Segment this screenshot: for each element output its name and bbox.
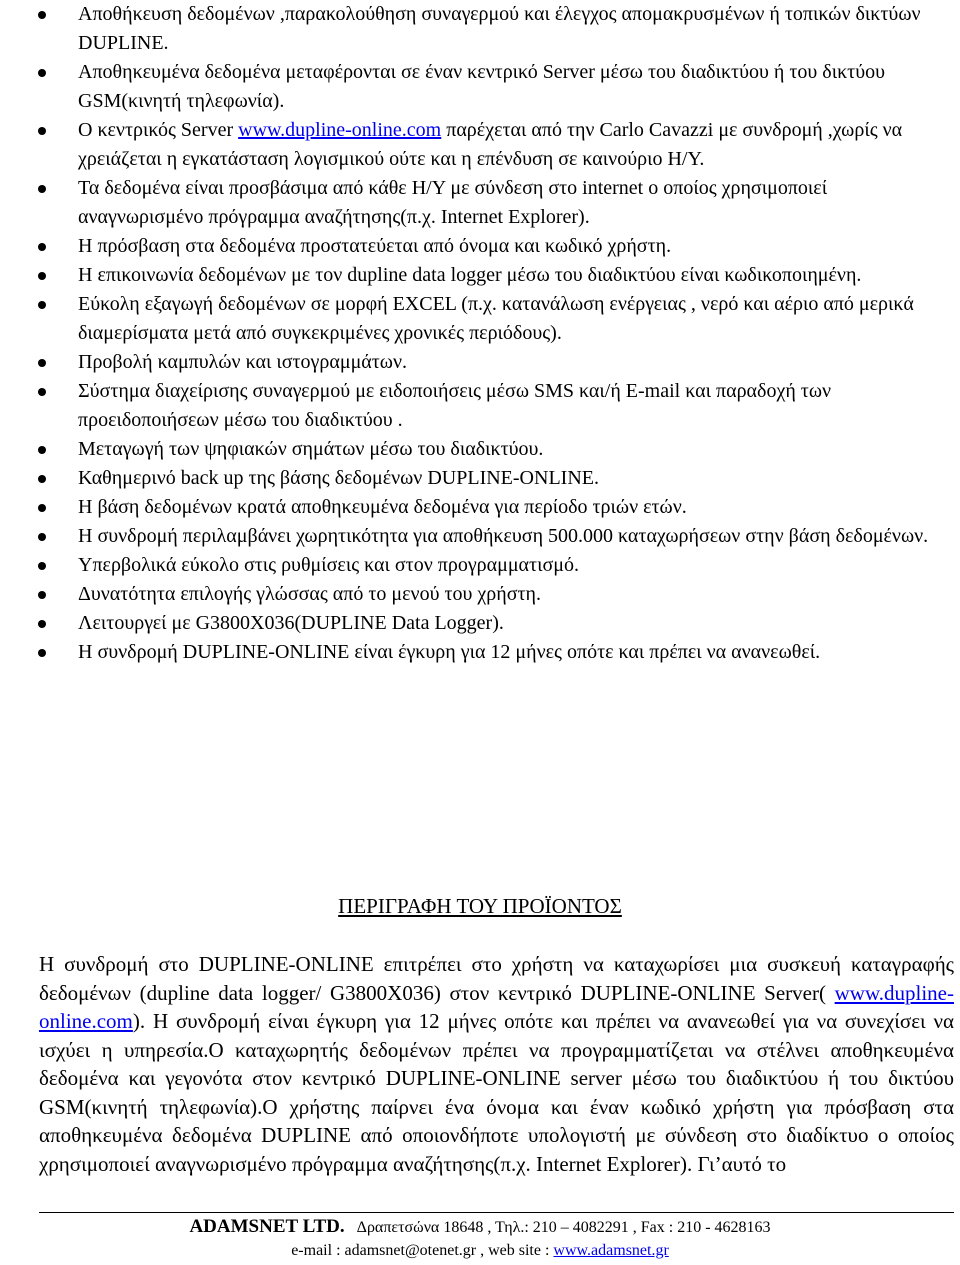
list-item bbox=[0, 609, 960, 638]
list-item bbox=[0, 522, 960, 551]
bullet-icon bbox=[38, 475, 46, 483]
list-item-text: Σύστημα διαχείρισης συναγερμού με ειδοποιήσεις μέσω SMS και/ή E-mail και παραδοχή των προειδοποιήσεων μέσω του διαδικτύου . bbox=[78, 380, 832, 431]
list-item-text: Η συνδρομή DUPLINE-ONLINE είναι έγκυρη για 12 μήνες οπότε και πρέπει να ανανεωθεί. bbox=[78, 641, 821, 663]
list-item bbox=[0, 638, 960, 667]
bullet-icon bbox=[38, 533, 46, 541]
list-item-text: Δυνατότητα επιλογής γλώσσας από το μενού του χρήστη. bbox=[78, 583, 541, 605]
paragraph-text-part2: ). Η συνδρομή είναι έγκυρη για 12 μήνες οπότε και πρέπει να ανανεωθεί για να συνεχίσει να ισχύει η υπηρεσία.Ο καταχωρητής δεδομένων πρέπει να προγραμματίζεται να στέλνει αποθηκευμένα δεδομένα και γεγονότα στον κεντρικό DUPLINE-ONLINE server μέσω του διαδικτύου ή του δικτύου GSM(κινητή τηλεφωνία).Ο χρήστης παίρνει ένα όνομα και έναν κωδικό χρήστη για πρόσβαση στα αποθηκευμένα δεδομένα DUPLINE από οποιονδήποτε υπολογιστή με σύνδεση στο διαδίκτυο ο οποίος χρησιμοποιεί αναγνωρισμένο πρόγραμμα αναζήτησης(π.χ. Internet Explorer). Γι’αυτό το bbox=[39, 1009, 954, 1176]
list-item bbox=[0, 551, 960, 580]
list-item-text: Η συνδρομή περιλαμβάνει χωρητικότητα για αποθήκευση 500.000 καταχωρήσεων στην βάση δεδομένων. bbox=[78, 525, 929, 547]
list-item bbox=[0, 174, 960, 232]
list-item-text: Αποθήκευση δεδομένων ,παρακολούθηση συναγερμού και έλεγχος απομακρυσμένων ή τοπικών δικτύων DUPLINE. bbox=[78, 3, 921, 54]
list-item-text: Αποθηκευμένα δεδομένα μεταφέρονται σε έναν κεντρικό Server μέσω του διαδικτύου ή του δικτύου GSM(κινητή τηλεφωνία). bbox=[78, 61, 886, 112]
bullet-icon bbox=[38, 504, 46, 512]
footer-company: ADAMSNET LTD. bbox=[189, 1216, 345, 1237]
list-item-link[interactable]: www.dupline-online.com bbox=[238, 119, 442, 141]
bullet-icon bbox=[38, 649, 46, 657]
list-item-text: Εύκολη εξαγωγή δεδομένων σε μορφή EXCEL (π.χ. κατανάλωση ενέργειας , νερό και αέριο από μερικά διαμερίσματα μετά από συγκεκριμένες χρονικές περιόδους). bbox=[78, 293, 914, 344]
footer-divider bbox=[39, 1212, 954, 1213]
list-item-text: Η επικοινωνία δεδομένων με τον dupline data logger μέσω του διαδικτύου είναι κωδικοποιημένη. bbox=[78, 264, 862, 286]
list-item-text: Τα δεδομένα είναι προσβάσιμα από κάθε Η/Υ με σύνδεση στο internet ο οποίος χρησιμοποιεί αναγνωρισμένο πρόγραμμα αναζήτησης(π.χ. Internet Explorer). bbox=[78, 177, 828, 228]
list-item bbox=[0, 464, 960, 493]
list-item bbox=[0, 261, 960, 290]
list-item-text: παρέχεται από την Carlo Cavazzi με συνδρομή ,χωρίς να χρειάζεται η εγκατάσταση λογισμικού ούτε και η επένδυση σε καινούριο Η/Υ. bbox=[78, 119, 903, 170]
list-item-text: Ο κεντρικός Server bbox=[78, 119, 239, 141]
list-item-text: Υπερβολικά εύκολο στις ρυθμίσεις και στον προγραμματισμό. bbox=[78, 554, 579, 576]
list-item-text: Μεταγωγή των ψηφιακών σημάτων μέσω του διαδικτύου. bbox=[78, 438, 544, 460]
list-item bbox=[0, 232, 960, 261]
description-paragraph bbox=[39, 950, 954, 1178]
footer-address: Δραπετσώνα 18648 , Τηλ.: 210 – 4082291 , Fax : 210 - 4628163 bbox=[356, 1219, 771, 1236]
bullet-icon bbox=[38, 127, 46, 135]
list-item bbox=[0, 435, 960, 464]
list-item-text: Η πρόσβαση στα δεδομένα προστατεύεται από όνομα και κωδικό χρήστη. bbox=[78, 235, 672, 257]
paragraph-text-part1: Η συνδρομή στο DUPLINE-ONLINE επιτρέπει στο χρήστη να καταχωρίσει μια συσκευή καταγραφής δεδομένων (dupline data logger/ G3800X036) στον κεντρικό DUPLINE-ONLINE Server( bbox=[39, 952, 954, 1005]
list-item-text: Καθημερινό back up της βάσης δεδομένων DUPLINE-ONLINE. bbox=[78, 467, 599, 489]
list-item bbox=[0, 58, 960, 116]
bullet-icon bbox=[38, 388, 46, 396]
bullet-icon bbox=[38, 591, 46, 599]
bullet-icon bbox=[38, 69, 46, 77]
list-item-text: Λειτουργεί με G3800X036(DUPLINE Data Logger). bbox=[78, 612, 504, 634]
list-item bbox=[0, 580, 960, 609]
list-item bbox=[0, 0, 960, 58]
bullet-icon bbox=[38, 301, 46, 309]
list-item bbox=[0, 348, 960, 377]
bullet-icon bbox=[38, 446, 46, 454]
footer-email: e-mail : adamsnet@otenet.gr , web site : bbox=[291, 1242, 554, 1259]
list-item bbox=[0, 377, 960, 435]
list-item bbox=[0, 493, 960, 522]
list-item-text: Προβολή καμπυλών και ιστογραμμάτων. bbox=[78, 351, 408, 373]
bullet-icon bbox=[38, 272, 46, 280]
paragraph-website-link[interactable]: www.dupline-online.com bbox=[39, 980, 954, 1033]
footer-website-link[interactable]: www.adamsnet.gr bbox=[553, 1242, 669, 1259]
bullet-icon bbox=[38, 359, 46, 367]
list-item bbox=[0, 290, 960, 348]
list-item bbox=[0, 116, 960, 174]
bullet-icon bbox=[38, 243, 46, 251]
bullet-icon bbox=[38, 185, 46, 193]
footer bbox=[0, 1215, 960, 1262]
section-heading: ΠΕΡΙΓΡΑΦΗ ΤΟΥ ΠΡΟΪΟΝΤΟΣ bbox=[338, 894, 622, 918]
bullet-icon bbox=[38, 620, 46, 628]
bullet-icon bbox=[38, 11, 46, 19]
list-item-text: Η βάση δεδομένων κρατά αποθηκευμένα δεδομένα για περίοδο τριών ετών. bbox=[78, 496, 687, 518]
bullet-icon bbox=[38, 562, 46, 570]
